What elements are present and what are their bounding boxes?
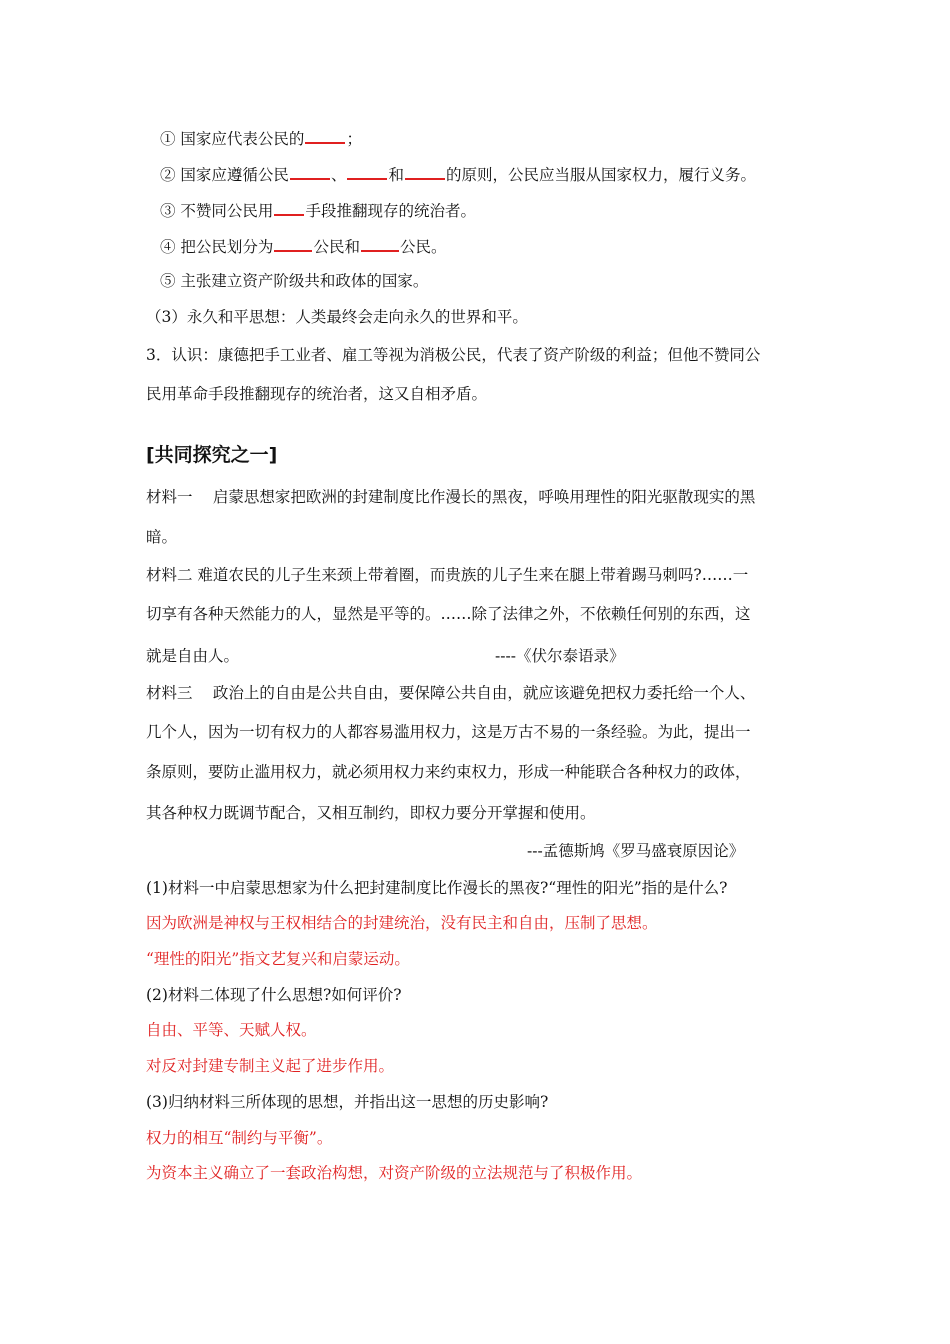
answer-1-line-2: “理性的阳光”指文艺复兴和启蒙运动。 [146,950,410,968]
intro-item-1-text: ① 国家应代表公民的 [160,130,305,148]
fill-blank [405,163,445,180]
fill-blank [305,127,345,144]
intro-item-3 [160,199,824,221]
material-3-line-1: 材料三 政治上的自由是公共自由，要保障公共自由，就应该避免把权力委托给一个人、 [146,684,756,702]
material-2-source: ----《伏尔泰语录》 [495,647,625,665]
question-2: (2)材料二体现了什么思想?如何评价? [146,986,402,1004]
intro-item-2-and: 和 [388,166,404,184]
material-2-line-2: 切享有各种天然能力的人，显然是平等的。……除了法律之外，不依赖任何别的东西，这 [146,605,751,623]
intro-item-4-end: 公民。 [399,238,447,256]
answer-3-line-1: 权力的相互“制约与平衡”。 [146,1129,333,1147]
intro-item-4-mid: 公民和 [313,238,360,256]
intro-item-1-end: ； [346,130,362,148]
material-3-line-4: 其各种权力既调节配合，又相互制约，即权力要分开掌握和使用。 [146,804,596,822]
intro-item-2 [160,163,824,185]
intro-item-3-text: ③ 不赞同公民用 [160,202,274,220]
answer-2-line-1: 自由、平等、天赋人权。 [146,1021,317,1039]
material-2-line-3: 就是自由人。 [146,647,240,665]
intro-point-3: （3）永久和平思想：人类最终会走向永久的世界和平。 [146,308,528,326]
fill-blank [347,163,387,180]
intro-item-1 [160,127,824,149]
question-1: (1)材料一中启蒙思想家为什么把封建制度比作漫长的黑夜?“理性的阳光”指的是什么? [146,879,728,897]
intro-item-4-text: ④ 把公民划分为 [160,238,274,256]
fill-blank [274,199,304,216]
intro-item-2-text: ② 国家应遵循公民 [160,166,289,184]
material-3-line-3: 条原则，要防止滥用权力，就必须用权力来约束权力，形成一种能联合各种权力的政体， [146,763,751,781]
material-1-line-1: 材料一 启蒙思想家把欧洲的封建制度比作漫长的黑夜，呼唤用理性的阳光驱散现实的黑 [146,488,756,506]
intro-item-2-sep: 、 [330,166,347,184]
intro-item-2-end: 的原则，公民应当服从国家权力，履行义务。 [445,166,756,184]
recognition-line-1: 3．认识：康德把手工业者、雇工等视为消极公民，代表了资产阶级的利益；但他不赞同公 [146,346,761,364]
material-1-line-2: 暗。 [146,528,178,546]
fill-blank [361,235,399,252]
question-3: (3)归纳材料三所体现的思想，并指出这一思想的历史影响? [146,1093,549,1111]
material-2-line-1: 材料二 难道农民的儿子生来颈上带着圈，而贵族的儿子生来在腿上带着踢马刺吗?……一 [146,566,749,584]
intro-item-5: ⑤ 主张建立资产阶级共和政体的国家。 [160,272,429,290]
fill-blank [290,163,330,180]
answer-1-line-1: 因为欧洲是神权与王权相结合的封建统治，没有民主和自由，压制了思想。 [146,914,658,932]
material-3-source: ---孟德斯鸠《罗马盛衰原因论》 [527,842,745,860]
section-title: [共同探究之一] [146,444,278,466]
intro-item-3-end: 手段推翻现存的统治者。 [305,202,476,220]
recognition-line-2: 民用革命手段推翻现存的统治者，这又自相矛盾。 [146,385,488,403]
answer-3-line-2: 为资本主义确立了一套政治构想，对资产阶级的立法规范与了积极作用。 [146,1164,643,1182]
answer-2-line-2: 对反对封建专制主义起了进步作用。 [146,1057,395,1075]
fill-blank [274,235,312,252]
intro-item-4 [160,235,824,257]
material-3-line-2: 几个人，因为一切有权力的人都容易滥用权力，这是万古不易的一条经验。为此，提出一 [146,723,751,741]
